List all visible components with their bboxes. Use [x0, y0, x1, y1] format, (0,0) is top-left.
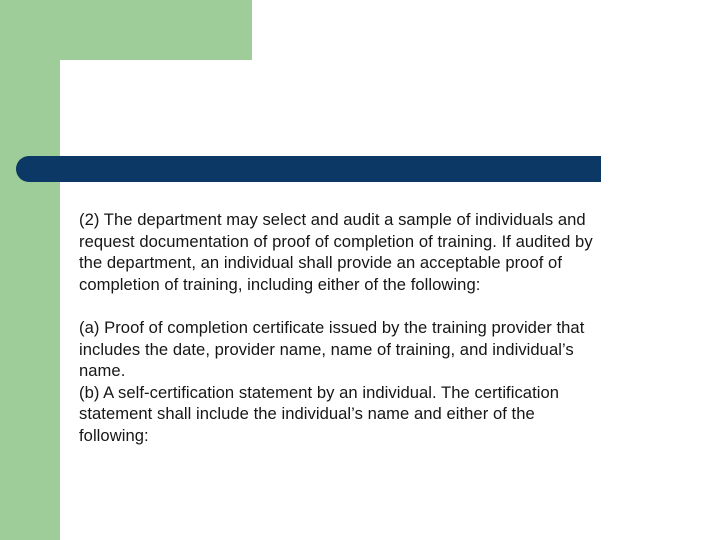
title-rule-bar	[16, 156, 601, 182]
top-accent-band	[0, 0, 252, 60]
content-panel-corner	[60, 60, 120, 120]
slide-body	[79, 209, 689, 447]
paragraph-2: (2) The department may select and audit a sample of individuals and request documentation of proof of completion of training. If audited by the department, an individual shall provide an acceptable proof of completion of training, including either of the following:	[79, 210, 593, 294]
item-a: (a) Proof of completion certificate issued by the training provider that includes the date, provider name, name of training, and individual’s name.	[79, 317, 585, 381]
left-accent-band	[0, 0, 60, 540]
item-b: (b) A self-certification statement by an individual. The certification statement shall include the individual’s name and either of the following:	[79, 382, 560, 445]
